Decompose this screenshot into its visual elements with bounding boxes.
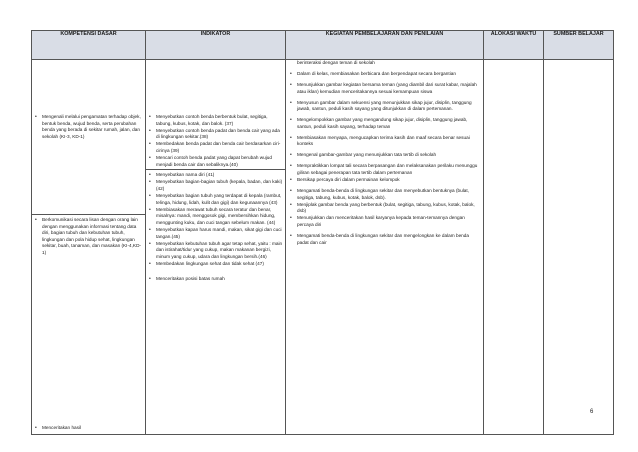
kegiatan-item: • Menjiplak gambar benda yang berbentuk (bulat, segitiga, tabung, kubus, kotak, balok, dsb): [290, 202, 480, 215]
kegiatan-item: • Dalam di kelas, membiasakan berbicara dan berpendapat secara bergantian: [290, 71, 480, 78]
kegiatan-item: • Mengenal gambar-gambar yang menunjukkan tata tertib di sekolah: [290, 152, 480, 159]
indikator-item: • Menyebutkan kapan harus mandi, makan, sikat gigi dan cuci tangan.(45): [149, 227, 283, 240]
kegiatan-item: • Membiasakan menyapa, mengucapkan terima kasih dan maaf secara benar sesuai konteks: [290, 135, 480, 148]
content-row: [32, 60, 614, 435]
indikator-item: • Membiasakan merawat tubuh secara teratur dan benar, misalnya: mandi, menggosok gigi, membersihkan hidung, menggunting kuku, dan cuci tangan sebelum makan. (44): [149, 207, 283, 227]
indikator-item: • Mencari contoh benda padat yang dapat berubah wujud menjadi benda cair dan sebaliknya.(40): [149, 155, 283, 168]
kegiatan-item: • Mempraktikkan lompat tali secara berpasangan dan melaksanakan perilaku menunggu giliran sebagai penerapan tata tertib dalam pertemanan: [290, 163, 480, 176]
page-number: 6: [590, 409, 594, 415]
kegiatan-item: • Menyusun gambar dalam sekuensi yang menunjukkan sikap jujur, disiplin, tanggung jawab, santun, peduli kasih sayang yang ditunjukkan di dalam pertemanan.: [290, 100, 480, 113]
indikator-item: • Menyebutkan nama diri (41): [149, 172, 283, 179]
kd-item: • Menceritakan hasil: [35, 425, 143, 432]
kd-item: • Berkomunikasi secara lisan dengan orang lain dengan menggunakan informasi tentang data diri, bagian tubuh dan kebutuhan tubuh, lingkungan dan pola hidup sehat, lingkungan sekitar, buah, tanaman, dan masakan (KI-4,KD-1): [35, 217, 143, 423]
header-indikator: INDIKATOR: [146, 31, 286, 60]
alokasi-cell: [484, 60, 544, 435]
indikator-item: • Menyebutkan bagian-bagian tubuh (kepala, badan, dan kaki) (42): [149, 179, 283, 192]
header-kompetensi-dasar: KOMPETENSI DASAR: [32, 31, 146, 60]
indikator-item: • Menceritakan posisi batas rumah: [149, 276, 283, 283]
kegiatan-cell: [286, 60, 484, 435]
kegiatan-item: • Bersikap percaya diri dalam permainan kelompok: [290, 177, 480, 184]
curriculum-table: [31, 30, 614, 435]
kegiatan-item: • Mengelompokkan gambar yang mengandung sikap jujur, disiplin, tanggung jawab, santun, peduli kasih sayang, terhadap teman: [290, 117, 480, 130]
header-alokasi-waktu: ALOKASI WAKTU: [484, 31, 544, 60]
kd-cell: [32, 60, 146, 435]
indikator-item: • Membedakan benda padat dan benda cair berdasarkan ciri-cirinya (39): [149, 141, 283, 154]
header-row: [32, 31, 614, 60]
sumber-cell: [544, 60, 614, 435]
kegiatan-intro: berinteraksi dengan teman di sekolah: [297, 60, 375, 65]
indikator-item: • Menyebutkan contoh benda padat dan benda cair yang ada di lingkungan sekitar.(38): [149, 128, 283, 141]
kegiatan-item: • Menunjukkan dan menceritakan hasil karyanya kepada teman-temannya dengan percaya diri: [290, 215, 480, 228]
indikator-item: • Membedakan lingkungan sehat dan tidak sehat (47): [149, 261, 283, 268]
header-kegiatan: KEGIATAN PEMBELAJARAN DAN PENILAIAN: [286, 31, 484, 60]
kegiatan-item: • Mengamati benda-benda di lingkungan sekitar dan mengelongkan ke dalam benda padat dan cair: [290, 233, 480, 246]
indikator-item: • Menyebutkan bagian tubuh yang terdapat di kepala (rambut, telinga, hidung, lidah, kulit dan gigi) dan kegunaannya (43): [149, 193, 283, 206]
kegiatan-item: • Menunjukkan gambar kegiatan bersama teman (yang diambil dari surat kabar, majalah atau iklan) kemudian menceritakannya sesuai kemampuan siswa: [290, 82, 480, 95]
indikator-cell: [146, 60, 286, 435]
kd-item: • Mengenali melalui pengamatan terhadap objek, bentuk benda, wujud benda, serta perubahan benda yang berada di sekitar rumah, jalan, dan sekolah (KI-3, KD-1): [35, 114, 143, 212]
header-sumber-belajar: SUMBER BELAJAR: [544, 31, 614, 60]
indikator-item: • Menyebutkan contoh benda berbentuk bulat, segitiga, tabung, kubus, kotak, dan balok. (37): [149, 114, 283, 127]
kegiatan-item: • Mengamati benda-benda di lingkungan sekitar dan menyebutkan bentuknya (bulat, segitiga, tabung, kubus, kotak, balok, dsb).: [290, 188, 480, 201]
indikator-item: • Menyebutkan kebutuhan tubuh agar tetap sehat, yaitu : main dan istirahat/tidur yang cukup, makan makanan bergizi, minum yang cukup, udara dan lingkungan bersih.(46): [149, 241, 283, 261]
